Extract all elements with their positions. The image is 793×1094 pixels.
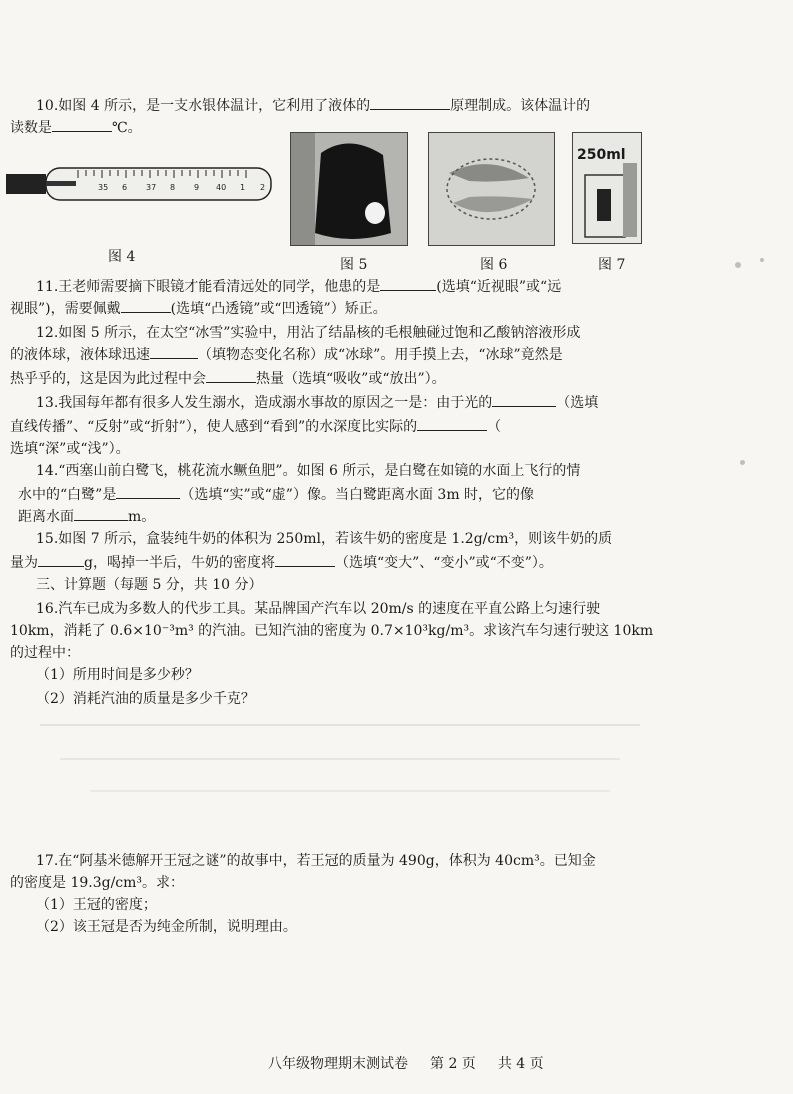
scan-speck bbox=[740, 460, 745, 465]
text: 热量（选填“吸收”或“放出”）。 bbox=[256, 371, 446, 387]
q16-sub2: （2）消耗汽油的质量是多少千克？ bbox=[36, 691, 255, 707]
q14-line3 bbox=[18, 506, 678, 528]
answer-blank[interactable] bbox=[380, 276, 436, 291]
tick-label: 1 bbox=[240, 183, 246, 192]
q16-line1: 16.汽车已成为多数人的代步工具。某品牌国产汽车以 20m/s 的速度在平直公路上匀速行驶 bbox=[36, 601, 601, 617]
text: （选填“变大”、“变小”或“不变”）。 bbox=[334, 555, 553, 571]
text: （填物态变化名称）成“冰球”。用手摸上去，“冰球”竟然是 bbox=[198, 347, 563, 363]
page-total: 共 4 页 bbox=[497, 1056, 544, 1072]
text: (选填“近视眼”或“远 bbox=[436, 279, 562, 295]
tick-label: 40 bbox=[216, 183, 227, 192]
answer-blank[interactable] bbox=[370, 95, 450, 110]
text: 视眼”)，需要佩戴 bbox=[10, 301, 121, 317]
text: 量为 bbox=[10, 555, 38, 571]
q16-line2: 10km，消耗了 0.6×10⁻³m³ 的汽油。已知汽油的密度为 0.7×10³kg/m³。求该汽车匀速行驶这 10km bbox=[10, 623, 654, 639]
figure-6-photo bbox=[428, 132, 555, 246]
text: （选填 bbox=[556, 395, 599, 411]
q16-line3: 的过程中： bbox=[10, 645, 80, 661]
text: 13.我国每年都有很多人发生溺水，造成溺水事故的原因之一是：由于光的 bbox=[36, 395, 493, 411]
text: 11.王老师需要摘下眼镜才能看清远处的同学，他患的是 bbox=[36, 279, 381, 295]
tick-label: 2 bbox=[260, 183, 266, 192]
text: 水中的“白鹭”是 bbox=[18, 487, 117, 503]
answer-blank[interactable] bbox=[206, 368, 256, 383]
q11-line1 bbox=[36, 276, 696, 298]
tick-label: 37 bbox=[146, 183, 157, 192]
text: m。 bbox=[128, 509, 156, 525]
q14-line2 bbox=[18, 484, 678, 506]
scan-speck bbox=[760, 258, 764, 262]
q17-sub2: （2）该王冠是否为纯金所制，说明理由。 bbox=[36, 919, 297, 935]
q12-line1: 12.如图 5 所示，在太空“冰雪”实验中，用沾了结晶核的毛根触碰过饱和乙酸钠溶液形成 bbox=[36, 325, 581, 341]
text: g，喝掉一半后，牛奶的密度将 bbox=[84, 555, 275, 571]
tick-label: 8 bbox=[170, 183, 176, 192]
answer-blank[interactable] bbox=[150, 344, 198, 359]
text: ℃。 bbox=[112, 120, 142, 136]
text: 距离水面 bbox=[18, 509, 74, 525]
scan-noise bbox=[90, 790, 610, 792]
tick-label: 6 bbox=[122, 183, 128, 192]
egret-reflection-image bbox=[429, 133, 554, 245]
text: (选填“凸透镜”或“凹透镜”）矫正。 bbox=[170, 301, 387, 317]
q11-line2 bbox=[10, 298, 670, 320]
text: 读数是 bbox=[10, 120, 52, 136]
q15-line1: 15.如图 7 所示，盒装纯牛奶的体积为 250ml，若该牛奶的密度是 1.2g/cm³，则该牛奶的质 bbox=[36, 531, 613, 547]
q12-line2 bbox=[10, 344, 670, 366]
ice-ball-image bbox=[291, 133, 407, 245]
q17-line1: 17.在“阿基米德解开王冠之谜”的故事中，若王冠的质量为 490g，体积为 40cm³。已知金 bbox=[36, 853, 596, 869]
figure-4-thermometer bbox=[6, 160, 276, 210]
text: 的液体球，液体球迅速 bbox=[10, 347, 150, 363]
q17-sub1: （1）王冠的密度； bbox=[36, 897, 157, 913]
q13-line1 bbox=[36, 392, 696, 414]
milk-volume-label: 250ml bbox=[577, 147, 626, 163]
text: （ bbox=[487, 419, 502, 435]
answer-blank[interactable] bbox=[38, 552, 84, 567]
page-footer bbox=[268, 1053, 566, 1073]
answer-blank[interactable] bbox=[417, 416, 487, 431]
q10-line1 bbox=[36, 95, 696, 117]
q16-sub1: （1）所用时间是多少秒？ bbox=[36, 667, 199, 683]
scan-noise bbox=[40, 724, 640, 726]
answer-blank[interactable] bbox=[492, 392, 556, 407]
exam-title: 八年级物理期末测试卷 bbox=[268, 1056, 408, 1072]
text: 10.如图 4 所示，是一支水银体温计，它利用了液体的 bbox=[36, 98, 371, 114]
text: 热乎乎的，这是因为此过程中会 bbox=[10, 371, 206, 387]
answer-blank[interactable] bbox=[116, 484, 180, 499]
figure-7-caption: 图 7 bbox=[598, 257, 626, 273]
figure-5-photo bbox=[290, 132, 408, 246]
q15-line2 bbox=[10, 552, 670, 574]
tick-label: 35 bbox=[98, 183, 109, 192]
text: 原理制成。该体温计的 bbox=[450, 98, 591, 114]
answer-blank[interactable] bbox=[121, 298, 171, 313]
answer-blank[interactable] bbox=[74, 506, 128, 521]
figure-6-caption: 图 6 bbox=[480, 257, 508, 273]
page-number: 第 2 页 bbox=[430, 1056, 476, 1072]
q13-line3: 选填“深”或“浅”）。 bbox=[10, 441, 130, 457]
scan-speck bbox=[735, 262, 741, 268]
figure-4-caption: 图 4 bbox=[108, 249, 136, 265]
thermometer-illustration bbox=[6, 160, 276, 210]
figure-5-caption: 图 5 bbox=[340, 257, 368, 273]
scan-noise bbox=[60, 758, 620, 760]
answer-blank[interactable] bbox=[275, 552, 335, 567]
figure-7-photo bbox=[572, 132, 642, 244]
q17-line2: 的密度是 19.3g/cm³。求： bbox=[10, 875, 185, 891]
q14-line1: 14.“西塞山前白鹭飞，桃花流水鳜鱼肥”。如图 6 所示，是白鹭在如镜的水面上飞行的情 bbox=[36, 463, 581, 479]
text: 直线传播”、“反射”或“折射”），使人感到“看到”的水深度比实际的 bbox=[10, 419, 418, 435]
section-3-heading: 三、计算题（每题 5 分，共 10 分） bbox=[36, 577, 263, 593]
q13-line2 bbox=[10, 416, 670, 438]
answer-blank[interactable] bbox=[52, 117, 112, 132]
tick-label: 9 bbox=[194, 183, 200, 192]
q12-line3 bbox=[10, 368, 670, 390]
text: （选填“实”或“虚”）像。当白鹭距离水面 3m 时，它的像 bbox=[180, 487, 535, 503]
